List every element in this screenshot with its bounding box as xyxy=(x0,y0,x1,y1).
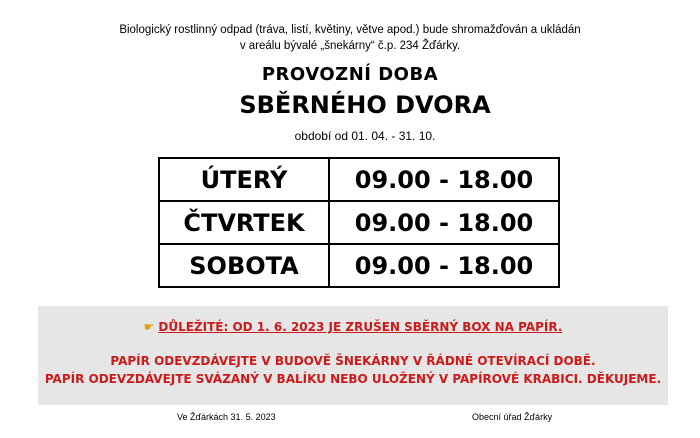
table-row xyxy=(159,244,559,287)
intro-line-1: Biologický rostlinný odpad (tráva, listí, květiny, větve apod.) bude shromažďován a ukládán xyxy=(119,24,581,36)
title-line-1: PROVOZNÍ DOBA xyxy=(261,64,439,85)
time-cell: 09.00 - 18.00 xyxy=(329,158,559,201)
table-row xyxy=(159,201,559,244)
day-cell: SOBOTA xyxy=(159,244,329,287)
opening-hours-table xyxy=(158,157,560,288)
notice-line-1: PAPÍR ODEVZDÁVEJTE V BUDOVĚ ŠNEKÁRNY V ŘÁDNÉ OTEVÍRACÍ DOBĚ. xyxy=(110,354,596,368)
important-notice xyxy=(38,320,668,334)
footer-signature: Obecní úřad Žďárky xyxy=(472,412,553,422)
day-cell: ČTVRTEK xyxy=(159,201,329,244)
pointing-hand-icon: ☛ xyxy=(143,320,155,334)
footer-date: Ve Žďárkách 31. 5. 2023 xyxy=(177,412,276,422)
period-text: období od 01. 04. - 31. 10. xyxy=(294,129,436,143)
day-cell: ÚTERÝ xyxy=(159,158,329,201)
table-row xyxy=(159,158,559,201)
title-line-2: SBĚRNÉHO DVORA xyxy=(239,91,491,119)
notice-line-2: PAPÍR ODEVZDÁVEJTE SVÁZANÝ V BALÍKU NEBO ULOŽENÝ V PAPÍROVÉ KRABICI. DĚKUJEME. xyxy=(44,372,662,386)
intro-text xyxy=(100,22,600,54)
time-cell: 09.00 - 18.00 xyxy=(329,244,559,287)
important-text: DŮLEŽITÉ: OD 1. 6. 2023 JE ZRUŠEN SBĚRNÝ BOX NA PAPÍR. xyxy=(158,320,563,334)
intro-line-2: v areálu bývalé „šnekárny“ č.p. 234 Žďárky. xyxy=(239,40,461,52)
time-cell: 09.00 - 18.00 xyxy=(329,201,559,244)
notice-box xyxy=(38,306,668,405)
